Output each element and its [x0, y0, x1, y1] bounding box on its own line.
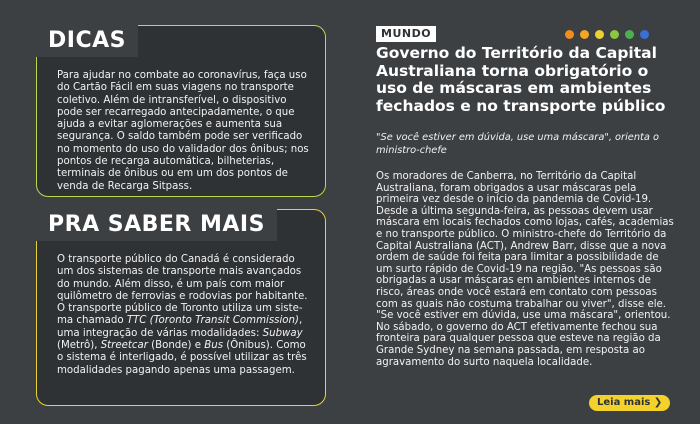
read-more-label: Leia mais [597, 397, 651, 408]
pra-saber-mais-text: O transporte público do Canadá é considerado um dos sistemas de transporte mais avançados do mundo. Além disso, é um país com maior quilômetro de ferrovias e rodovias por habitante. O transporte público de Toronto utiliza um siste-ma chamado TTC (Toronto Transit Commission), uma integração de várias modalidades: Subway (Metrô), Streetcar (Bonde) e Bus (Ônibus). Como o sistema é interligado, é possível utilizar as três modalidades pagando apenas uma passagem. [57, 254, 308, 376]
dicas-text: Para ajudar no combate ao coronavírus, faça uso do Cartão Fácil em suas viagens no transporte coletivo. Além de intransferível, o dispositivo pode ser recarregado antecipadamente, o que ajuda a evitar aglomerações e aumenta sua segurança. O saldo também pode ser verificado no momento do uso do validador dos ônibus; nos pontos de recarga automática, bilheterias, terminais de ônibus ou em um dos pontos de venda de Recarga Sitpass. [57, 70, 309, 192]
read-more-button[interactable] [589, 395, 670, 411]
dicas-title: DICAS [36, 25, 138, 57]
dicas-card [36, 25, 326, 197]
pra-saber-mais-title: PRA SABER MAIS [36, 209, 277, 241]
dot-yellow [595, 30, 604, 39]
news-subhead: "Se você estiver em dúvida, use uma máscara", orienta o ministro-chefe [376, 132, 659, 156]
dot-lime [610, 30, 619, 39]
pra-saber-mais-card [36, 209, 326, 406]
news-headline: Governo do Território da Capital Australiana torna obrigatório o uso de máscaras em ambientes fechados e no transporte público [376, 44, 666, 115]
chevron-right-icon: ❯ [653, 397, 663, 408]
dot-orange [565, 30, 574, 39]
dot-amber [580, 30, 589, 39]
section-tag: MUNDO [376, 26, 436, 42]
dot-blue [640, 30, 649, 39]
color-dots [565, 30, 649, 39]
news-body: Os moradores de Canberra, no Território da Capital Australiana, foram obrigados a usar máscaras pela primeira vez desde o início da pandemia de Covid-19. Desde a última segunda-feira, as pessoas devem usar máscara em locais fechados como lojas, cafés, academias e no transporte público. O ministro-chefe do Território da Capital Australiana (ACT), Andrew Barr, disse que a nova ordem de saúde foi feita para limitar a possibilidade de um surto rápido de Covid-19 na região. "As pessoas são obrigadas a usar máscaras em ambientes internos de risco, áreas onde você estará em contato com pessoas com as quais não costuma trabalhar ou viver", disse ele. "Se você estiver em dúvida, use uma máscara", orientou. No sábado, o governo do ACT efetivamente fechou sua fronteira para qualquer pessoa que esteve na região da Grande Sydney na semana passada, em resposta ao agravamento do surto naquela localidade. [376, 171, 674, 368]
dot-green [625, 30, 634, 39]
